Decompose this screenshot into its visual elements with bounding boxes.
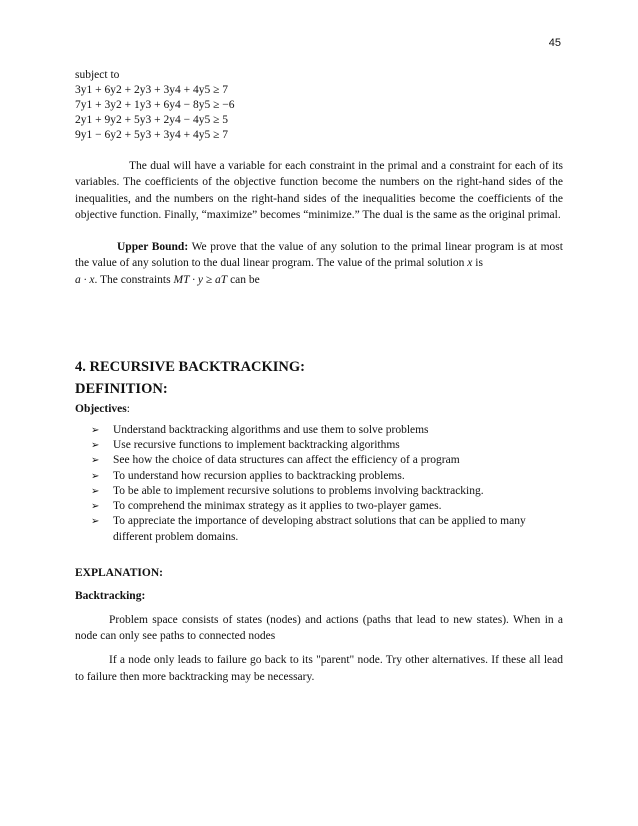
definition-heading: DEFINITION: xyxy=(75,381,168,398)
page-content xyxy=(75,68,563,685)
objectives-label-text: Objectives xyxy=(75,403,127,416)
arrow-bullet-icon: ➢ xyxy=(91,455,100,467)
constraint-list xyxy=(75,83,563,143)
constraint-line: 3y1 + 6y2 + 2y3 + 3y4 + 4y5 ≥ 7 xyxy=(75,84,229,96)
constraint-line: 7y1 + 3y2 + 1y3 + 6y4 − 8y5 ≥ −6 xyxy=(75,99,235,111)
upper-bound-text: can be xyxy=(227,273,260,286)
arrow-bullet-icon: ➢ xyxy=(91,470,100,482)
objectives-colon: : xyxy=(126,403,130,416)
math-expr-constraint: MT · y ≥ aT xyxy=(173,273,228,286)
dual-paragraph-first: The dual will have a variable for each constraint in the primal and a constraint for xyxy=(129,160,512,172)
constraints-header: subject to xyxy=(75,69,120,81)
upper-bound-label: Upper Bound: xyxy=(117,241,189,254)
list-item xyxy=(91,469,563,484)
upper-bound-paragraph xyxy=(75,239,563,288)
page-number: 45 xyxy=(548,37,561,49)
backtracking-paragraph-2: If a node only leads to failure go back to its "parent" node. Try other alternatives. If these all lead to failure then more backtracking may be necessary. xyxy=(75,654,563,683)
dual-paragraph-rest: each of its variables. The coefficients of the objective function become the numbers on the right-hand sides of the inequalities, and the numbers on the right-hand sides of the inequalities become the coefficients of the objective function. Finally, “maximize” becomes “minimize.” The dual is the same as the original primal. xyxy=(75,160,564,221)
list-item xyxy=(91,514,563,544)
list-item xyxy=(91,499,563,514)
objectives-label xyxy=(75,401,563,417)
upper-bound-text: is xyxy=(472,257,483,270)
objective-text: See how the choice of data structures can affect the efficiency of a program xyxy=(113,454,460,467)
objective-text: To appreciate the importance of developing abstract solutions that can be applied to many different problem domains. xyxy=(113,515,526,543)
objectives-list xyxy=(91,423,563,545)
explanation-heading: EXPLANATION: xyxy=(75,566,163,579)
backtracking-heading: Backtracking: xyxy=(75,589,146,602)
objective-text: Understand backtracking algorithms and use them to solve problems xyxy=(113,424,429,437)
upper-bound-text: . The constraints xyxy=(94,273,174,286)
arrow-bullet-icon: ➢ xyxy=(91,485,100,497)
arrow-bullet-icon: ➢ xyxy=(91,425,100,437)
arrow-bullet-icon: ➢ xyxy=(91,501,100,513)
objective-text: To understand how recursion applies to backtracking problems. xyxy=(113,469,405,482)
section-title: 4. RECURSIVE BACKTRACKING: xyxy=(75,359,306,376)
objective-text: To comprehend the minimax strategy as it applies to two-player games. xyxy=(113,500,442,513)
objective-text: Use recursive functions to implement backtracking algorithms xyxy=(113,439,400,452)
arrow-bullet-icon: ➢ xyxy=(91,516,100,528)
objective-text: To be able to implement recursive solutions to problems involving backtracking. xyxy=(113,484,484,497)
arrow-bullet-icon: ➢ xyxy=(91,440,100,452)
math-var-x: x xyxy=(467,257,473,270)
constraint-line: 9y1 − 6y2 + 5y3 + 3y4 + 4y5 ≥ 7 xyxy=(75,129,229,141)
list-item xyxy=(91,453,563,468)
list-item xyxy=(91,438,563,453)
list-item xyxy=(91,423,563,438)
math-expr-a-dot-x: a · x xyxy=(75,273,95,286)
backtracking-paragraph-1: Problem space consists of states (nodes) and actions (paths that lead to new states). When in a node can only see paths to connected nodes xyxy=(75,613,563,642)
dual-paragraph xyxy=(75,158,563,223)
upper-bound-text: We prove that the value of any solution to the primal linear program is at most the value of any solution to the dual linear program. The value of the primal solution xyxy=(75,241,563,270)
constraint-line: 2y1 + 9y2 + 5y3 + 2y4 − 4y5 ≥ 5 xyxy=(75,114,229,126)
list-item xyxy=(91,484,563,499)
